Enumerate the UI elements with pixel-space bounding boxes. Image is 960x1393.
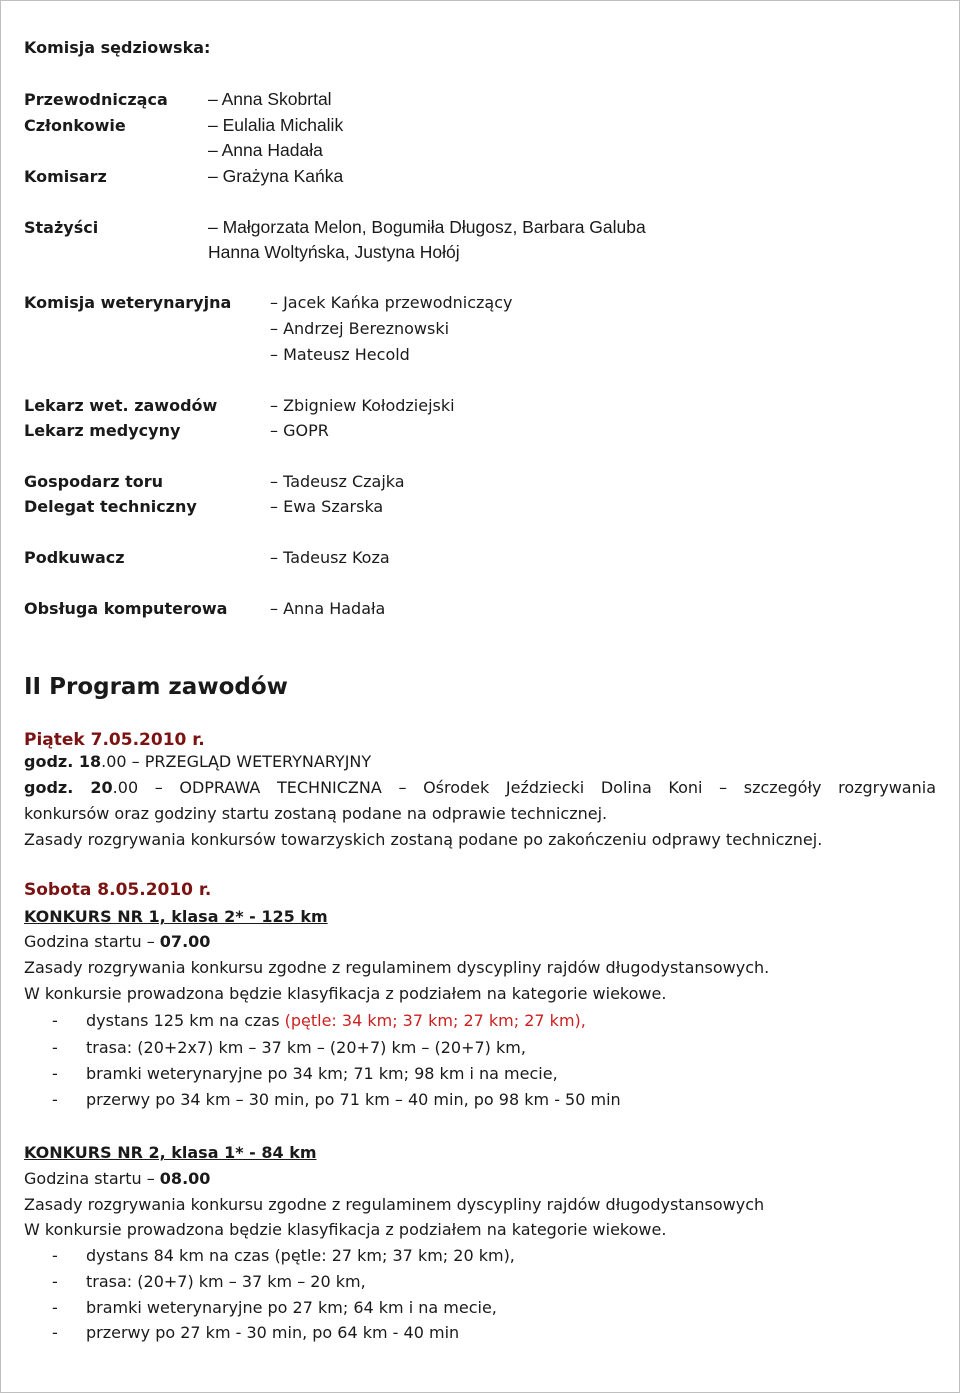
host-name: – Tadeusz Czajka: [270, 472, 405, 491]
contest-1-item-1-text: dystans 125 km na czas: [86, 1011, 285, 1030]
friday-date: Piątek 7.05.2010 r.: [24, 730, 205, 750]
tech-delegate-name: – Ewa Szarska: [270, 497, 384, 516]
friday-line-1-time: 18: [78, 752, 102, 771]
farrier-name: – Tadeusz Koza: [270, 548, 390, 567]
vet-doctor-label: Lekarz wet. zawodów: [24, 396, 218, 415]
members-label: Członkowie: [24, 116, 126, 135]
trainees-line-1: – Małgorzata Melon, Bogumiła Długosz, Barbara Galuba: [208, 217, 646, 237]
vet-commission-line-3: – Mateusz Hecold: [270, 345, 410, 364]
contest-1-rules: Zasady rozgrywania konkursu zgodne z regulaminem dyscypliny rajdów długodystansowych.: [24, 958, 770, 977]
bullet: -: [52, 1038, 58, 1057]
contest-2-start: [24, 1169, 210, 1188]
contest-1-item-1: [86, 1011, 586, 1030]
committee-title: Komisja sędziowska:: [24, 38, 211, 57]
program-title: II Program zawodów: [24, 674, 288, 700]
contest-2-item-2: trasa: (20+7) km – 37 km – 20 km,: [86, 1272, 366, 1291]
bullet: -: [52, 1298, 58, 1317]
bullet: -: [52, 1064, 58, 1083]
friday-line-2-time: 20: [90, 778, 113, 797]
contest-1-item-2: trasa: (20+2x7) km – 37 km – (20+7) km – (20+7) km,: [86, 1038, 526, 1057]
contest-1-item-3: bramki weterynaryjne po 34 km; 71 km; 98 km i na mecie,: [86, 1064, 558, 1083]
vet-commission-line-1: – Jacek Kańka przewodniczący: [270, 293, 513, 312]
vet-commission-label: Komisja weterynaryjna: [24, 293, 232, 312]
friday-line-1-time-prefix: godz.: [24, 752, 79, 771]
contest-1-classification: W konkursie prowadzona będzie klasyfikacja z podziałem na kategorie wiekowe.: [24, 984, 667, 1003]
contest-2-item-3: bramki weterynaryjne po 27 km; 64 km i na mecie,: [86, 1298, 497, 1317]
friday-line-4: Zasady rozgrywania konkursów towarzyskich zostaną podane po zakończeniu odprawy technicznej.: [24, 830, 823, 849]
bullet: -: [52, 1090, 58, 1109]
contest-1-item-4: przerwy po 34 km – 30 min, po 71 km – 40 min, po 98 km - 50 min: [86, 1090, 621, 1109]
president-name: – Anna Skobrtal: [208, 89, 332, 109]
contest-1-start-time: 07.00: [159, 932, 211, 951]
farrier-label: Podkuwacz: [24, 548, 125, 567]
vet-doctor-name: – Zbigniew Kołodziejski: [270, 396, 455, 415]
friday-line-2: [24, 778, 936, 797]
contest-1-item-1-loops: (pętle: 34 km; 37 km; 27 km; 27 km),: [284, 1011, 586, 1030]
computer-name: – Anna Hadała: [270, 599, 386, 618]
contest-1-title: KONKURS NR 1, klasa 2* - 125 km: [24, 907, 328, 926]
friday-line-1-text: .00 – PRZEGLĄD WETERYNARYJNY: [101, 752, 372, 771]
friday-line-1: [24, 752, 371, 771]
vet-commission-line-2: – Andrzej Bereznowski: [270, 319, 450, 338]
friday-line-3: konkursów oraz godziny startu zostaną podane na odprawie technicznej.: [24, 804, 608, 823]
contest-2-item-1: dystans 84 km na czas (pętle: 27 km; 37 km; 20 km),: [86, 1246, 515, 1265]
commissioner-label: Komisarz: [24, 167, 107, 186]
host-label: Gospodarz toru: [24, 472, 164, 491]
friday-line-2-text: .00 – ODPRAWA TECHNICZNA – Ośrodek Jeździecki Dolina Koni – szczegóły rozgrywania: [112, 778, 937, 797]
commissioner-name: – Grażyna Kańka: [208, 166, 344, 186]
contest-2-rules: Zasady rozgrywania konkursu zgodne z regulaminem dyscypliny rajdów długodystansowych: [24, 1195, 765, 1214]
contest-2-start-time: 08.00: [159, 1169, 211, 1188]
contest-1-start: [24, 932, 210, 951]
bullet: -: [52, 1272, 58, 1291]
bullet: -: [52, 1323, 58, 1342]
medic-label: Lekarz medycyny: [24, 421, 181, 440]
contest-1-start-label: Godzina startu –: [24, 932, 160, 951]
member-1: – Eulalia Michalik: [208, 115, 344, 135]
bullet: -: [52, 1246, 58, 1265]
saturday-date: Sobota 8.05.2010 r.: [24, 880, 212, 900]
contest-2-classification: W konkursie prowadzona będzie klasyfikacja z podziałem na kategorie wiekowe.: [24, 1220, 667, 1239]
computer-label: Obsługa komputerowa: [24, 599, 228, 618]
contest-2-title: KONKURS NR 2, klasa 1* - 84 km: [24, 1143, 317, 1162]
tech-delegate-label: Delegat techniczny: [24, 497, 197, 516]
president-label: Przewodnicząca: [24, 90, 168, 109]
bullet: -: [52, 1011, 58, 1030]
member-2: – Anna Hadała: [208, 140, 323, 160]
trainees-label: Stażyści: [24, 218, 99, 237]
friday-line-2-time-prefix: godz.: [24, 778, 91, 797]
trainees-line-2: Hanna Woltyńska, Justyna Hołój: [208, 242, 460, 262]
contest-2-item-4: przerwy po 27 km - 30 min, po 64 km - 40 min: [86, 1323, 460, 1342]
medic-name: – GOPR: [270, 421, 329, 440]
contest-2-start-label: Godzina startu –: [24, 1169, 160, 1188]
